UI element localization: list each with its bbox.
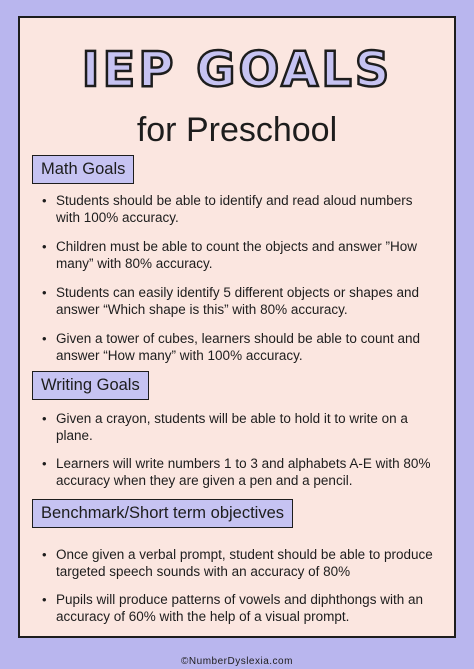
bullet-icon: • — [42, 411, 47, 426]
bullet-icon: • — [42, 239, 47, 254]
list-item: • Children must be able to count the objects and answer ”How many” with 80% accuracy. — [42, 239, 417, 271]
bullet-icon: • — [42, 547, 47, 562]
list-item: • Students can easily identify 5 different objects or shapes and answer “Which shape is this” with 80% accuracy. — [42, 285, 419, 317]
footer-credit: ©NumberDyslexia.com — [181, 656, 293, 667]
list-item: • Students should be able to identify and read aloud numbers with 100% accuracy. — [42, 193, 413, 225]
page-subtitle: for Preschool — [136, 111, 338, 149]
section-heading-math-goals: Math Goals — [32, 155, 134, 184]
bullet-icon: • — [42, 193, 47, 208]
benchmark-list — [42, 546, 440, 625]
bullet-icon: • — [42, 592, 47, 607]
bullet-icon: • — [42, 285, 47, 300]
infographic-card — [18, 16, 456, 638]
list-item: • Pupils will produce patterns of vowels and diphthongs with an accuracy of 60% with the help of a visual prompt. — [42, 592, 423, 624]
math-goals-list — [42, 192, 440, 364]
page-title: IEP GOALS — [81, 42, 393, 98]
section-heading-benchmark: Benchmark/Short term objectives — [32, 499, 293, 528]
list-item: • Given a tower of cubes, learners should be able to count and answer “How many” with 100% accuracy. — [42, 331, 420, 363]
bullet-icon: • — [42, 331, 47, 346]
list-item: • Once given a verbal prompt, student should be able to produce targeted speech sounds with an accuracy of 80% — [42, 547, 433, 579]
list-item: • Learners will write numbers 1 to 3 and alphabets A-E with 80% accuracy when they are given a pen and a pencil. — [42, 456, 431, 488]
bullet-icon: • — [42, 456, 47, 471]
writing-goals-list — [42, 410, 440, 489]
section-heading-writing-goals: Writing Goals — [32, 371, 149, 400]
list-item: • Given a crayon, students will be able to hold it to write on a plane. — [42, 411, 408, 443]
